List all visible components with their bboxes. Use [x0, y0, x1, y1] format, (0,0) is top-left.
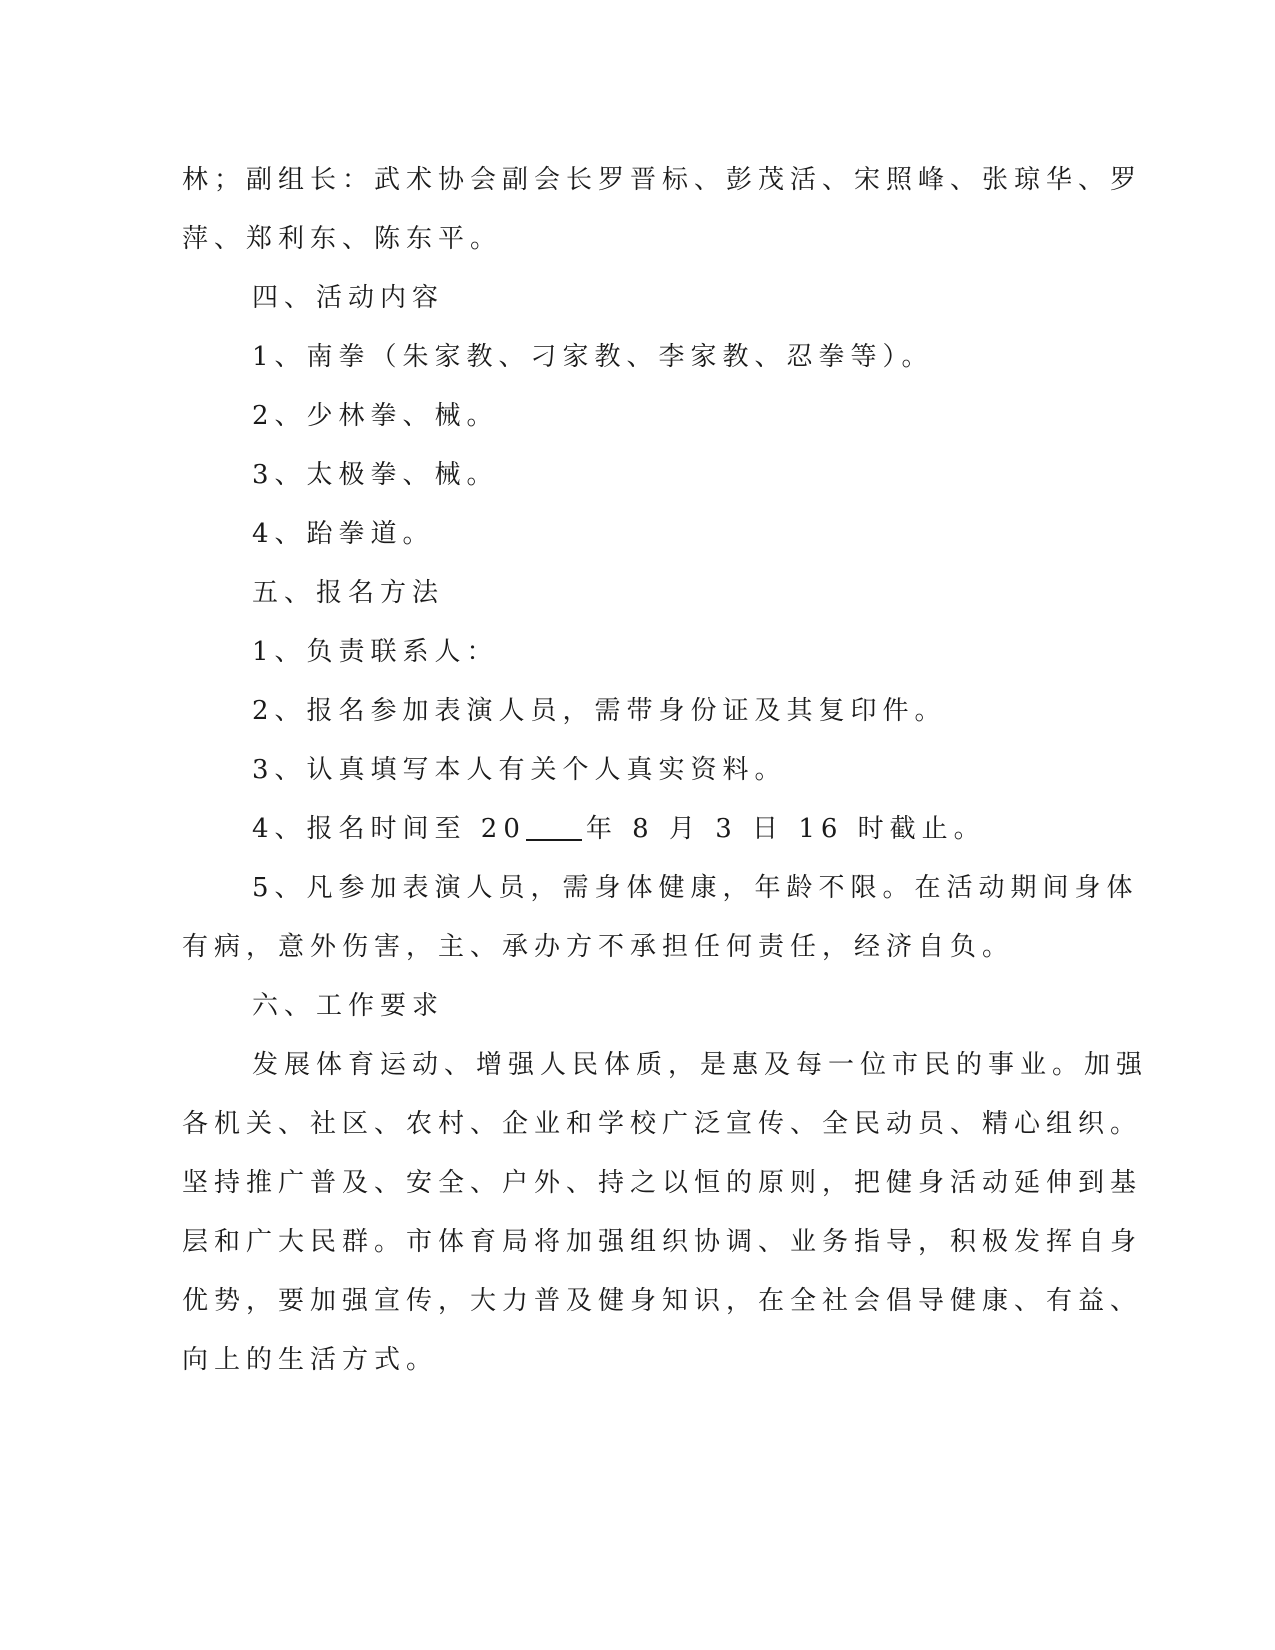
paragraph-line: 萍、郑利东、陈东平。 — [182, 224, 503, 254]
deadline-suffix: 年 8 月 3 日 16 时截止。 — [585, 814, 986, 844]
list-item: 1、南拳（朱家教、刁家教、李家教、忍拳等）。 — [252, 342, 934, 372]
list-item: 5、凡参加表演人员，需身体健康，年龄不限。在活动期间身体 — [252, 873, 1139, 903]
list-item: 4、跆拳道。 — [252, 519, 435, 549]
list-item: 2、报名参加表演人员，需带身份证及其复印件。 — [252, 696, 947, 726]
list-item: 3、认真填写本人有关个人真实资料。 — [252, 755, 787, 785]
list-item-deadline — [252, 809, 1152, 849]
paragraph-line: 优势，要加强宣传，大力普及健身知识，在全社会倡导健康、有益、 — [182, 1286, 1143, 1316]
paragraph-line: 有病，意外伤害，主、承办方不承担任何责任，经济自负。 — [182, 932, 1015, 962]
list-item: 3、太极拳、械。 — [252, 460, 499, 490]
section-heading: 四、活动内容 — [252, 283, 445, 313]
list-item: 1、负责联系人： — [252, 637, 499, 667]
deadline-prefix: 4、报名时间至 20 — [252, 814, 526, 844]
paragraph-line: 各机关、社区、农村、企业和学校广泛宣传、全民动员、精心组织。 — [182, 1109, 1143, 1139]
list-item: 2、少林拳、械。 — [252, 401, 499, 431]
paragraph-line: 发展体育运动、增强人民体质，是惠及每一位市民的事业。加强 — [252, 1050, 1149, 1080]
section-heading: 五、报名方法 — [252, 578, 445, 608]
paragraph-line: 坚持推广普及、安全、户外、持之以恒的原则，把健身活动延伸到基 — [182, 1168, 1143, 1198]
paragraph-line: 层和广大民群。市体育局将加强组织协调、业务指导，积极发挥自身 — [182, 1227, 1143, 1257]
section-heading: 六、工作要求 — [252, 991, 445, 1021]
paragraph-line: 林；副组长：武术协会副会长罗晋标、彭茂活、宋照峰、张琼华、罗 — [182, 165, 1143, 195]
paragraph-line: 向上的生活方式。 — [182, 1345, 439, 1375]
year-blank — [526, 811, 582, 841]
